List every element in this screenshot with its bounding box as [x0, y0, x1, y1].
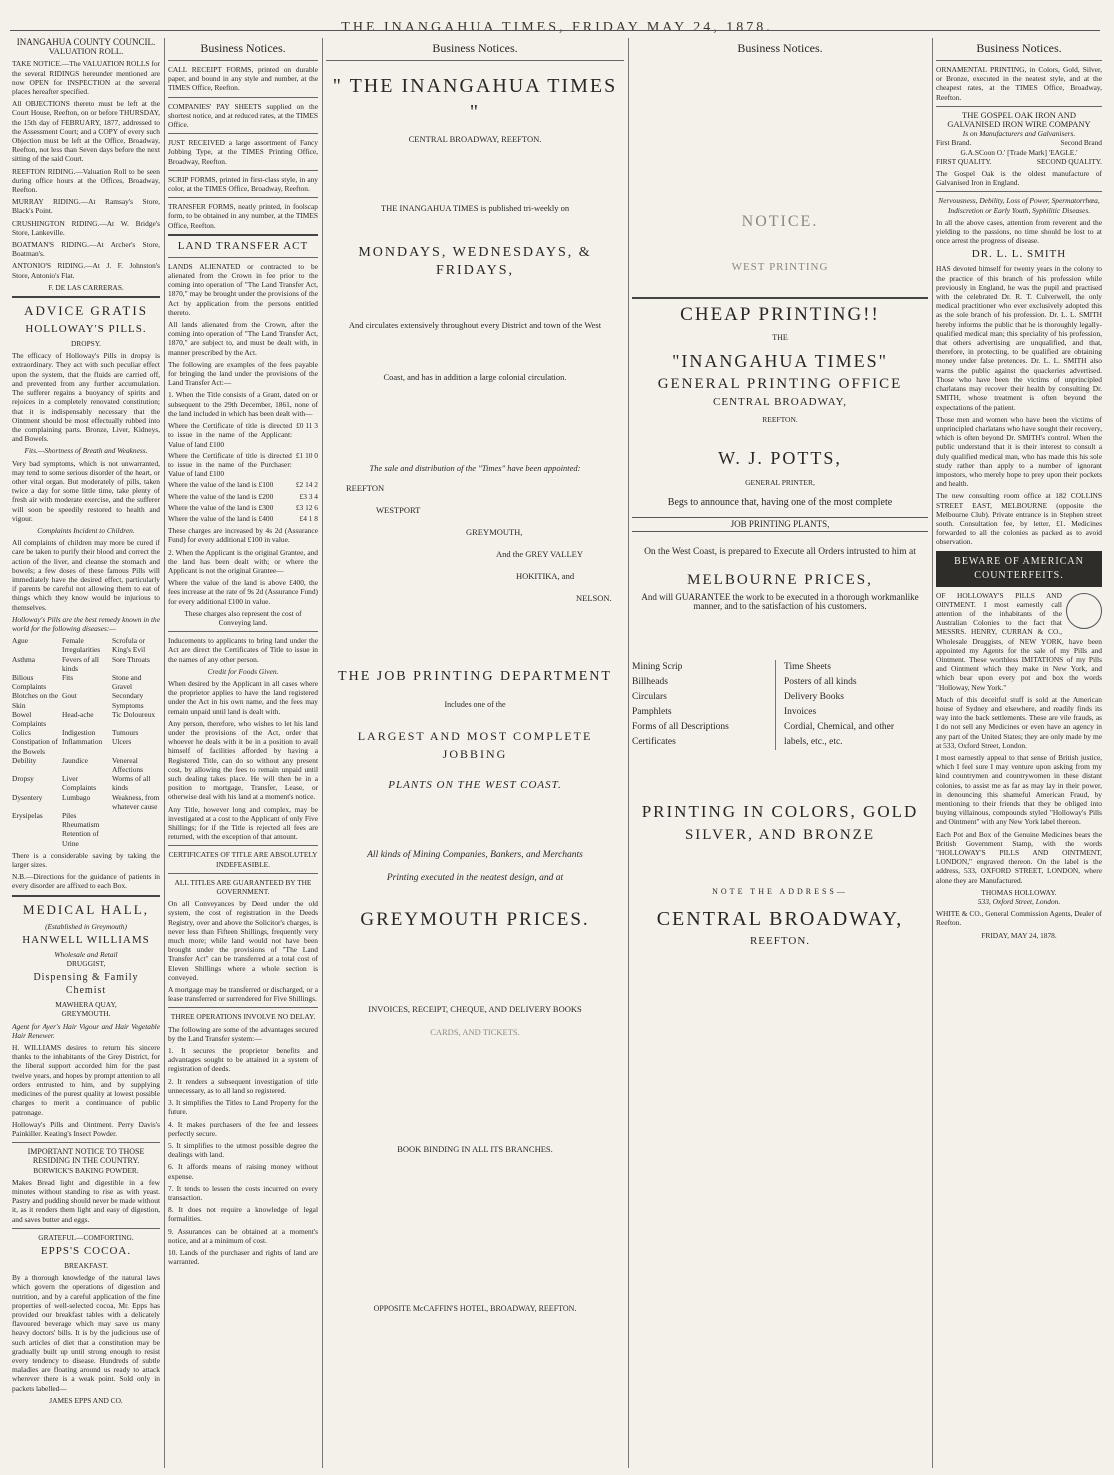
williams-body: H. WILLIAMS desires to return his sincere thanks to the inhabitants of the Grey District, for the liberal support accorded him for the past twelve years, and hopes by prompt attention to all orders entrusted to him, and by supplying medicines of the purest quality at lowest possible charges to merit a continuance of public patronage. [12, 1043, 160, 1117]
divider [168, 97, 318, 98]
pay-sheets-ad: COMPANIES' PAY SHEETS supplied on the shortest notice, and at reduced rates, at the TIMES Office. [168, 101, 318, 130]
disease-cell: Lumbago [62, 792, 91, 802]
all-kinds-note: All kinds of Mining Companies, Bankers, and Merchants [367, 850, 583, 861]
advantage-1: 1. It secures the proprietor benefits and advantages sought to be attained in a system of registration of deeds. [168, 1046, 318, 1074]
greymouth-label: GREYMOUTH. [61, 1009, 111, 1019]
disease-cell: Bilious Complaints [12, 672, 47, 692]
disease-cell: Piles [62, 811, 77, 821]
fees-conveyancing: These charges also represent the cost of Conveying land. [184, 608, 302, 627]
disease-cell: Venereal Affections [112, 755, 144, 775]
disease-cell: Erysipelas [12, 811, 43, 821]
diseases-table [12, 636, 160, 848]
disease-cell: Fits [62, 672, 74, 682]
disease-cell: Asthma [12, 654, 35, 664]
land-transfer-act-heading: LAND TRANSFER ACT [177, 239, 309, 252]
cards-note: CARDS, AND TICKETS. [430, 1026, 520, 1037]
disease-cell: Female Irregularities [62, 636, 101, 655]
central-broadway: CENTRAL BROADWAY, [713, 396, 847, 409]
advantage-3: 3. It simplifies the Titles to Land Property for the future. [168, 1098, 318, 1117]
mortgages: A mortgage may be transferred or discharged, or a lease transferred or surrendered for Five Shillings. [168, 985, 318, 1004]
divider [168, 60, 318, 61]
fee-amount: £1 10 0 [295, 450, 318, 460]
fees-table [168, 421, 318, 523]
dropsy-heading: DROPSY. [70, 339, 102, 349]
column-rule [164, 38, 165, 1468]
disease-cell: Ague [12, 636, 29, 646]
disease-row [12, 774, 160, 792]
advice-gratis-heading: ADVICE GRATIS [24, 303, 148, 319]
children-heading: Complaints Incident to Children. [37, 525, 135, 535]
masthead: THE INANGAHUA TIMES, FRIDAY MAY 24, 1878. [341, 20, 773, 35]
divider [168, 873, 318, 874]
silver-bronze: SILVER, AND BRONZE [684, 826, 876, 843]
disease-cell: Blotches on the Skin [12, 691, 58, 710]
job-item: labels, etc., etc. [784, 736, 843, 747]
times-title: "INANGAHUA TIMES" [672, 351, 888, 372]
greymouth-prices: GREYMOUTH PRICES. [360, 908, 590, 930]
job-item: Pamphlets [632, 705, 776, 720]
fee-description: Where the value of the land is £300 [168, 502, 274, 512]
disease-row [12, 811, 160, 820]
fees-above: Where the value of the land is above £400, the fees increase at the rate of 9s 2d (Assurance Fund) for every additional £100 in value. [168, 578, 318, 606]
epps-signature: JAMES EPPS AND CO. [49, 1395, 123, 1405]
central-broadway-2: CENTRAL BROADWAY, [656, 907, 904, 930]
agent-place-6: NELSON. [576, 593, 612, 604]
advantage-10: 10. Lands of the purchaser and rights of land are warranted. [168, 1247, 318, 1267]
brand-marks: G.A.SCoon O.' [Trade Mark] 'EAGLE.' [960, 147, 1078, 157]
fits-body: Very bad symptoms, which is not unwarranted, may tend to some serious disorder of the heart, or other vital organ. But moderately of pills, taken twice a day for some little time, take plenty of fresh air with moderate exercise, and the sufferer will soon be speedily restored to health and vigour. [12, 458, 160, 523]
holloway-signature: THOMAS HOLLOWAY. [981, 887, 1057, 897]
faint-printing: WEST PRINTING [731, 261, 829, 273]
note-address: NOTE THE ADDRESS— [712, 886, 848, 896]
dr-smith-body: HAS devoted himself for twenty years in the colony to the practice of this branch of his profession while previously in England, he was the pupil and practised with the celebrated Dr. R. T. Culverwell, the only medical practitioner who ever exclusively adopted this as the sole branch of his profession. Dr. L. L. SMITH hereby informs the public that he is thoroughly legally-qualified medical man; this speciality of his profession, that others advertising are unqualified, and that, therefore, in protecting, to be qualified are obtaining money under false pretences. Dr. L. L. SMITH also warns the public against the quackeries advertised. Those who have been the victims of unprincipled charlatans may recover their health by consulting Dr. SMITH, whose treatment is often beyond the expectations of the patient. [936, 264, 1102, 412]
job-item: Forms of all Descriptions [632, 720, 776, 735]
hanwell-williams: HANWELL WILLIAMS [22, 933, 150, 946]
council-heading: INANGAHUA COUNTY COUNCIL. [16, 38, 156, 47]
job-plants-heading: JOB PRINTING PLANTS, [632, 517, 928, 532]
business-notices-heading: Business Notices. [200, 41, 286, 55]
disease-row [12, 673, 160, 691]
gospel-note: The Gospel Oak is the oldest manufacture of Galvanised Iron in England. [936, 169, 1102, 188]
credit-body: When desired by the Applicant in all cases where the proprietor applies to have the land registered under the Act in his own name, and the fees may remain unpaid until land is dealt with. [168, 678, 318, 716]
fee-amount: £2 14 2 [295, 480, 318, 490]
disease-row [12, 691, 160, 709]
advantage-6: 6. It affords means of raising money without expense. [168, 1162, 318, 1181]
certificates-heading: CERTIFICATES OF TITLE ARE ABSOLUTELY INDEFEASIBLE. [168, 850, 318, 869]
disease-cell: Scrofula or King's Evil [112, 636, 146, 655]
divider [12, 296, 160, 298]
disease-cell: Constipation of the Bowels [12, 737, 58, 756]
fee-description: Where the Certificate of title is directed to issue in the name of the Purchaser: Value of land £100 [168, 450, 292, 479]
business-notices-heading: Business Notices. [976, 41, 1062, 55]
book-binding-note: BOOK BINDING IN ALL ITS BRANCHES. [397, 1144, 553, 1155]
begs-note: Begs to announce that, having one of the most complete [667, 496, 893, 508]
riding-3: CRUSHINGTON RIDING.—At W. Bridge's Store, Lankeville. [12, 218, 160, 237]
disease-row [12, 829, 160, 847]
disease-cell: Bowel Complaints [12, 709, 47, 728]
agent-note: Agent for Ayer's Hair Vigour and Hair Vegetable Hair Renewer. [12, 1021, 160, 1040]
office-address: CENTRAL BROADWAY, REEFTON. [408, 134, 542, 144]
agent-place-3: GREYMOUTH, [466, 527, 523, 538]
mawhera-quay: MAWHERA QUAY, [55, 1000, 117, 1010]
importers-note: Holloway's Pills and Ointment. Perry Davis's Painkiller. Keating's Insect Powder. [12, 1119, 160, 1138]
nervousness-body: In all the above cases, attention from reverent and the yielding to the passions, no time should be lost to at once arrest the progress of disease. [936, 217, 1102, 246]
printing-executed-note: Printing executed in the neatest design, and at [386, 873, 564, 884]
disease-cell: Fevers of all kinds [62, 654, 99, 673]
disease-row [12, 820, 160, 829]
the-label: THE [772, 333, 788, 342]
fee-description: Where the value of the land is £100 [168, 480, 274, 490]
fees-intro: The following are examples of the fees payable for bringing the land under the provisions of the Land Transfer Act:— [168, 359, 318, 388]
advantage-7: 7. It tends to lessen the costs incurred on every transaction. [168, 1183, 318, 1202]
agent-place-5: HOKITIKA, and [516, 571, 575, 582]
guarantee-note: And will GUARANTEE the work to be executed in a thorough workmanlike manner, and to the satisfaction of his customers. [641, 592, 919, 612]
divider [168, 234, 318, 236]
disease-cell: Weakness, from whatever cause [112, 792, 160, 811]
directions-note: N.B.—Directions for the guidance of patients in every disorder are affixed to each Box. [12, 872, 160, 891]
second-quality: SECOND QUALITY. [1036, 156, 1102, 166]
disease-cell: Tumours [112, 728, 139, 738]
disease-cell: Head-ache [62, 709, 94, 719]
disease-row [12, 655, 160, 673]
column-4 [632, 38, 928, 1468]
divider [168, 631, 318, 632]
plants-heading: PLANTS ON THE WEST COAST. [388, 779, 562, 792]
fee-amount: £4 1 8 [299, 513, 318, 523]
divider [168, 1007, 318, 1008]
disease-cell: Sore Throats [112, 654, 150, 664]
established-note: (Established in Greymouth) [45, 921, 127, 931]
disease-cell: Tic Doloureux [112, 709, 156, 719]
invoices-note: INVOICES, RECEIPT, CHEQUE, AND DELIVERY BOOKS [368, 1003, 582, 1014]
job-item: Delivery Books [784, 691, 844, 702]
business-notices-heading: Business Notices. [737, 41, 823, 55]
west-coast-note: On the West Coast, is prepared to Execute all Orders intrusted to him at [644, 547, 916, 558]
disease-cell [112, 820, 160, 829]
publication-days: MONDAYS, WEDNESDAYS, & FRIDAYS, [358, 245, 592, 279]
fee-amount: £3 12 6 [295, 502, 318, 512]
column-rule [628, 38, 629, 1468]
disease-cell [112, 811, 160, 820]
date-line: FRIDAY, MAY 24, 1878. [981, 930, 1057, 940]
beware-body-4: Each Pot and Box of the Genuine Medicines bears the British Government Stamp, with the words "HOLLOWAY'S PILLS AND OINTMENT, LONDON," engraved thereon. On the label is the address, 533, OXFORD STREET, LONDON, where alone they are Manufactured. [936, 829, 1102, 885]
divider [326, 60, 624, 61]
divider [168, 133, 318, 134]
agent-place-4: And the GREY VALLEY [496, 549, 583, 560]
fee-description: Where the value of the land is £200 [168, 491, 274, 501]
general-printing-office: GENERAL PRINTING OFFICE [657, 376, 903, 393]
credit-heading: Credit for Foods Given. [207, 666, 279, 676]
fee-row [168, 421, 318, 449]
fee-row [168, 492, 318, 501]
jobbing-type-ad: JUST RECEIVED a large assortment of Fancy Jobbing Type, at the TIMES Printing Office, Broadway, Reefton. [168, 138, 318, 166]
three-operations-heading: THREE OPERATIONS INVOLVE NO DELAY. [170, 1012, 316, 1022]
job-item: Time Sheets [784, 661, 831, 672]
call-receipt-ad: CALL RECEIPT FORMS, printed on durable paper, and bound in any style and number, at the TIMES Office, Reefton. [168, 65, 318, 93]
disease-cell: Gout [62, 691, 77, 701]
column-rule [322, 38, 323, 1468]
cheap-printing-heading: CHEAP PRINTING!! [680, 304, 880, 325]
fees-case-1: 1. When the Title consists of a Grant, dated on or subsequent to the 29th December, 1861, none of the land included in which has been dealt with— [168, 390, 318, 418]
fee-row [168, 451, 318, 479]
beware-body-2: Much of this deceitful stuff is sold at the American house of Sydney and elsewhere, and readily finds its way into the back settlements. These are vile frauds, as I do not sell any Medicines or even have an agency in any part of the United States; they are only made by me at 533, Oxford Street, London. [936, 694, 1102, 750]
dr-smith-body-2: Those men and women who have been the victims of unprincipled charlatans who have sought their recovery, which is often beyond Dr. SMITH's control. When the public understand that it is their interest to consult a duly qualified medical man, who has made this his sole study rather than apply to a number of ignorant impostors, who merely hope to prey upon their pockets and health. [936, 414, 1102, 489]
divider [168, 170, 318, 171]
riding-4: BOATMAN'S RIDING.—At Archer's Store, Boatman's. [12, 240, 160, 259]
advantage-2: 2. It renders a subsequent investigation of title unnecessary, as to all land so registered. [168, 1076, 318, 1095]
any-person: Any person, therefore, who wishes to let his land under the provisions of the Act, order that whoever he deals with it be in a position to avail himself of facilities afforded by having a Registered Title, can do so without any present cost, by allowing the fees to remain unpaid until such dealing takes place. He will then be in a position to mortgage, Transfer, Lease, or otherwise deal with his land at a moment's notice. [168, 718, 318, 802]
epps-subheading: GRATEFUL—COMFORTING. [38, 1232, 134, 1242]
dispensing-heading: Dispensing & Family Chemist [33, 972, 139, 997]
valuation-notice: TAKE NOTICE.—The VALUATION ROLLS for the several RIDINGS hereunder mentioned are now OPEN for INSPECTION at the several places hereafter specified. [12, 59, 160, 97]
disease-row [12, 728, 160, 737]
epps-heading: EPPS'S COCOA. [40, 1244, 132, 1257]
three-operations-body: The following are some of the advantages secured by the Land Transfer system:— [168, 1024, 318, 1043]
circulates-note: And circulates extensively throughout every District and town of the West [348, 320, 602, 331]
disease-cell: Stone and Gravel [112, 672, 142, 692]
riding-5: ANTONIO'S RIDING.—At J. F. Johnston's Store, Antonio's Flat. [12, 261, 160, 280]
second-brand: Second Brand [1060, 138, 1102, 148]
important-notice-heading: IMPORTANT NOTICE TO THOSE RESIDING IN THE COUNTRY. [27, 1147, 145, 1166]
scrip-forms-ad: SCRIP FORMS, printed in first-class style, in any color, at the TIMES Office, Broadway, Reefton. [168, 174, 318, 194]
nervousness-heading: Nervousness, Debility, Loss of Power, Spermatorrhœa, Indiscretion or Early Youth, Syphilitic Diseases. [938, 196, 1100, 215]
column-rule [932, 38, 933, 1468]
times-title: " THE INANGAHUA TIMES " [332, 75, 618, 123]
gospel-oak-heading: THE GOSPEL OAK IRON AND GALVANISED IRON WIRE COMPANY [947, 109, 1091, 130]
agent-place-1: REEFTON [346, 483, 385, 494]
job-list [632, 660, 928, 750]
fits-heading: Fits.—Shortness of Breath and Weakness. [24, 446, 148, 456]
melbourne-prices: MELBOURNE PRICES, [687, 572, 873, 589]
first-brand: First Brand. [936, 138, 972, 148]
disease-cell [12, 820, 60, 829]
disease-cell: Liver Complaints [62, 774, 97, 793]
agent-place-2: WESTPORT [376, 505, 421, 516]
job-item: Circulars [632, 690, 776, 705]
advantage-5: 5. It simplifies to the utmost possible degree the dealings with land. [168, 1140, 318, 1160]
largest-heading: LARGEST AND MOST COMPLETE JOBBING [357, 729, 593, 762]
divider [168, 845, 318, 846]
divider [12, 1142, 160, 1143]
holloway-stamp-icon [1066, 593, 1102, 629]
job-item: Mining Scrip [632, 660, 776, 675]
divider [12, 895, 160, 897]
published-note: THE INANGAHUA TIMES is published tri-weekly on [380, 203, 570, 214]
column-1 [12, 38, 160, 1468]
lands-alienated-2: All lands alienated from the Crown, after the coming into operation of "The Land Transfer Act, 1870," are subject to, and must be dealt with, in manner prescribed by the Act. [168, 320, 318, 357]
potts-name: W. J. POTTS, [718, 448, 842, 469]
bottom-note: WHITE & CO., General Commission Agents, Dealer of Reefton. [936, 909, 1102, 928]
column-3 [326, 38, 624, 1468]
fee-description: Where the value of the land is £400 [168, 513, 274, 523]
fees-note: These charges are increased by 4s 2d (Assurance Fund) for every additional £100 in value. [168, 526, 318, 545]
any-title: Any Title, however long and complex, may be investigated at a cost to the Applicant of only Five Shillings; for if the Title is rejected all fees are returned, with the exception of that amount. [168, 804, 318, 842]
transfer-forms-ad: TRANSFER FORMS, neatly printed, in foolscap form, to be obtained in any number, at the TIMES Office, Reefton. [168, 202, 318, 230]
fees-case-2: 2. When the Applicant is the original Grantee, and the land has been dealt with; or where the Applicant is not the original Grantee— [168, 547, 318, 575]
holloway-pills-heading: HOLLOWAY'S PILLS. [25, 323, 147, 336]
agents-note: The sale and distribution of the "Times" have been appointed: [369, 462, 581, 473]
breakfast-label: BREAKFAST. [64, 1260, 108, 1270]
consulting-note: The new consulting room office at 182 COLLINS STREET EAST, MELBOURNE (opposite the Melbourne Club). Private entrance is in Stephen street south. Consultation fee, by letter, £1. Medicines forwarded to all the colonies as packed as to avoid observation. [936, 491, 1102, 547]
job-item: Posters of all kinds [784, 676, 857, 687]
first-quality: FIRST QUALITY. [936, 156, 992, 166]
fee-amount: £0 11 3 [296, 421, 318, 431]
fee-row [168, 503, 318, 512]
disease-cell: Dysentery [12, 792, 43, 802]
disease-cell [112, 829, 160, 847]
disease-cell: Secondary Symptoms [112, 691, 144, 710]
fee-row [168, 514, 318, 523]
divider [168, 257, 318, 258]
riding-2: MURRAY RIDING.—At Ramsay's Store, Black's Point. [12, 197, 160, 216]
coast-note: Coast, and has in addition a large colonial circulation. [383, 371, 567, 382]
disease-cell: Debility [12, 755, 37, 765]
disease-row [12, 793, 160, 811]
disease-cell: Jaundice [62, 755, 88, 765]
gospel-sub: Is on Manufacturers and Galvanisers. [962, 129, 1076, 139]
disease-cell: Inflammation [62, 737, 103, 747]
divider [936, 191, 1102, 192]
valuation-roll-heading: VALUATION ROLL. [48, 46, 124, 57]
wholesale-note: Wholesale and Retail [54, 949, 118, 959]
disease-cell: Rheumatism [62, 820, 100, 830]
objections-notice: All OBJECTIONS thereto must be left at the Court House, Reefton, on or before THURSDAY, the 15th day of FEBRUARY, 1877, addressed to the Assessment Court; and a COPY of every such Objection must be left at the Office, Broadway, Reefton, not less than Seven days before the next sitting of the said Court. [12, 99, 160, 164]
druggist-note: DRUGGIST, [66, 959, 106, 969]
disease-cell: Indigestion [62, 728, 96, 738]
borwick-body: Makes Bread light and digestible in a few minutes without standing to rise as with yeast. Pastry and pudding should never be made without it, as it renders them light and easy of digestion, and saves butter and eggs. [12, 1177, 160, 1224]
disease-cell: Retention of Urine [62, 829, 99, 848]
reefton-label: REEFTON. [762, 415, 798, 425]
saving-note: There is a considerable saving by taking the larger sizes. [12, 850, 160, 870]
job-item: Invoices [784, 706, 817, 717]
job-item: Billheads [632, 675, 776, 690]
dr-smith-heading: DR. L. L. SMITH [971, 248, 1067, 261]
disease-row [12, 710, 160, 728]
divider [632, 297, 928, 299]
disease-cell: Colics [12, 728, 31, 738]
business-notices-heading: Business Notices. [432, 41, 518, 55]
job-item: Certificates [632, 735, 776, 750]
fee-row [168, 480, 318, 489]
printing-colors: PRINTING IN COLORS, GOLD [641, 801, 919, 821]
disease-row [12, 737, 160, 755]
beware-banner: BEWARE OF AMERICAN COUNTERFEITS. [936, 551, 1102, 587]
beware-body-3: I most earnestly appeal to that sense of British justice, which I feel sure I may venture upon asking from my kind countrymen and countrywomen in these distant colonies, to assist me as far as may lay in their power, in denouncing this shameful American Fraud, by mentioning to their friends that they be obliged into buying villainous, compounds styled "Holloway's Pills and Ointment" with any New York label thereon. [936, 753, 1102, 827]
medical-hall-heading: MEDICAL HALL, [23, 901, 149, 917]
divider [936, 106, 1102, 107]
holloway-body: The efficacy of Holloway's Pills in dropsy is extraordinary. They act with such peculiar effect upon the system, that the fluids are carried off, and prevented from any further accumulation. The sufferer regains a buoyancy of spirits and rejoices in a completely renovated constitution; that it is indispensably necessary that the Ointment should be most effectually rubbed into the complaining parts. Bronze, Liver, Kidneys, and Bowels. [12, 351, 160, 444]
disease-cell: Dropsy [12, 774, 34, 784]
masthead-rule [10, 30, 1100, 31]
fee-description: Where the Certificate of title is directed to issue in the name of the Applicant: Value of land £100 [168, 421, 293, 449]
riding-1: REEFTON RIDING.—Valuation Roll to be seen during office hours at the Offices, Broadway, Reefton. [12, 166, 160, 195]
disease-row [12, 756, 160, 774]
job-item: Cordial, Chemical, and other [784, 721, 895, 732]
disease-cell [12, 829, 60, 847]
signature-address: 533, Oxford Street, London. [977, 897, 1061, 907]
disease-cell: Worms of all kinds [112, 774, 151, 793]
fee-amount: £3 3 4 [299, 491, 318, 501]
reefton-2: REEFTON. [749, 934, 811, 947]
advantage-8: 8. It does not require a knowledge of legal formalities. [168, 1205, 318, 1224]
children-body: All complaints of children may more be cured if care be taken to purify their blood and correct the action of the liver, and cleanse the stomach and bowels; a few doses of these famous Pills will immediately have the desired effect, particularly if parents be careful not allowing them to eat of things which they know would be injurious to themselves. [12, 538, 160, 612]
disease-row [12, 636, 160, 654]
guaranteed-heading: ALL TITLES ARE GUARANTEED BY THE GOVERNMENT. [174, 877, 312, 897]
divider [168, 197, 318, 198]
general-printer-label: GENERAL PRINTER, [745, 478, 815, 488]
epps-body: By a thorough knowledge of the natural laws which govern the operations of digestion and nutrition, and by a careful application of the fine properties of well-selected cocoa, Mr. Epps has provided our breakfast tables with a delicately flavoured beverage which may save us many heavy doctors' bills. It is by the judicious use of such articles of diet that a constitution may be gradually built up until strong enough to resist every tendency to disease. Hundreds of subtle maladies are floating around us ready to attack wherever there is a weak point. Sold only in packets labelled— [12, 1273, 160, 1393]
divider [936, 60, 1102, 61]
divider [12, 1228, 160, 1229]
faint-notice: NOTICE. [741, 213, 819, 230]
signature: F. DE LAS CARRERAS. [48, 282, 124, 292]
ornamental-ad: ORNAMENTAL PRINTING, in Colors, Gold, Silver, or Bronze, executed in the neatest style, and at the cheapest rates, at the TIMES Office, Broadway, Reefton. [936, 65, 1102, 102]
includes-note: Includes one of the [444, 700, 506, 710]
advantage-4: 4. It makes purchasers of the fee and lessees perfectly secure. [168, 1119, 318, 1138]
beware-body: OF HOLLOWAY'S PILLS AND OINTMENT. I most earnestly call attention of the inhabitants of the Australian Colonies to the fact that MESSRS. HENRY, CURRAN & CO., Wholesale Druggists, of NEW YORK, have been appointed my Agents for the sale of my Pills and Ointment. These worthless IMITATIONS of my Pills and Ointment which they make in New York, and which bear upon every pot and box the words "Holloway, New York." [936, 590, 1102, 692]
job-department-heading: THE JOB PRINTING DEPARTMENT [338, 669, 612, 685]
advantage-9: 9. Assurances can be obtained at a moment's notice, and at a minimum of cost. [168, 1226, 318, 1245]
conveyances: On all Conveyances by Deed under the old system, the cost of registration in the Deeds Registry, over and above the Solicitor's charges, is never less than Fifteen Shillings, frequently very much more; while land would not have been brought under the provisions of "The Land Transfer Act" can be transferred at a total cost of Eleven Shillings where a whole section is conveyed. [168, 899, 318, 982]
borwick-heading: BORWICK'S BAKING POWDER. [33, 1165, 139, 1175]
column-2 [168, 38, 318, 1468]
lands-alienated: LANDS ALIENATED or contracted to be alienated from the Crown in fee prior to the coming into operation of "The Land Transfer Act, 1870," may be brought under the provisions of the Act by application from the persons entitled thereto. [168, 261, 318, 317]
column-5 [936, 38, 1102, 1468]
opposite-note: OPPOSITE McCAFFIN'S HOTEL, BROADWAY, REEFTON. [373, 1304, 577, 1314]
remedy-intro: Holloway's Pills are the best remedy known in the world for the following diseases:— [12, 614, 160, 633]
inducements: Inducements to applicants to bring land under the Act are direct the Certificates of Title to issue in the names of any other person. [168, 636, 318, 664]
disease-cell: Ulcers [112, 737, 132, 747]
